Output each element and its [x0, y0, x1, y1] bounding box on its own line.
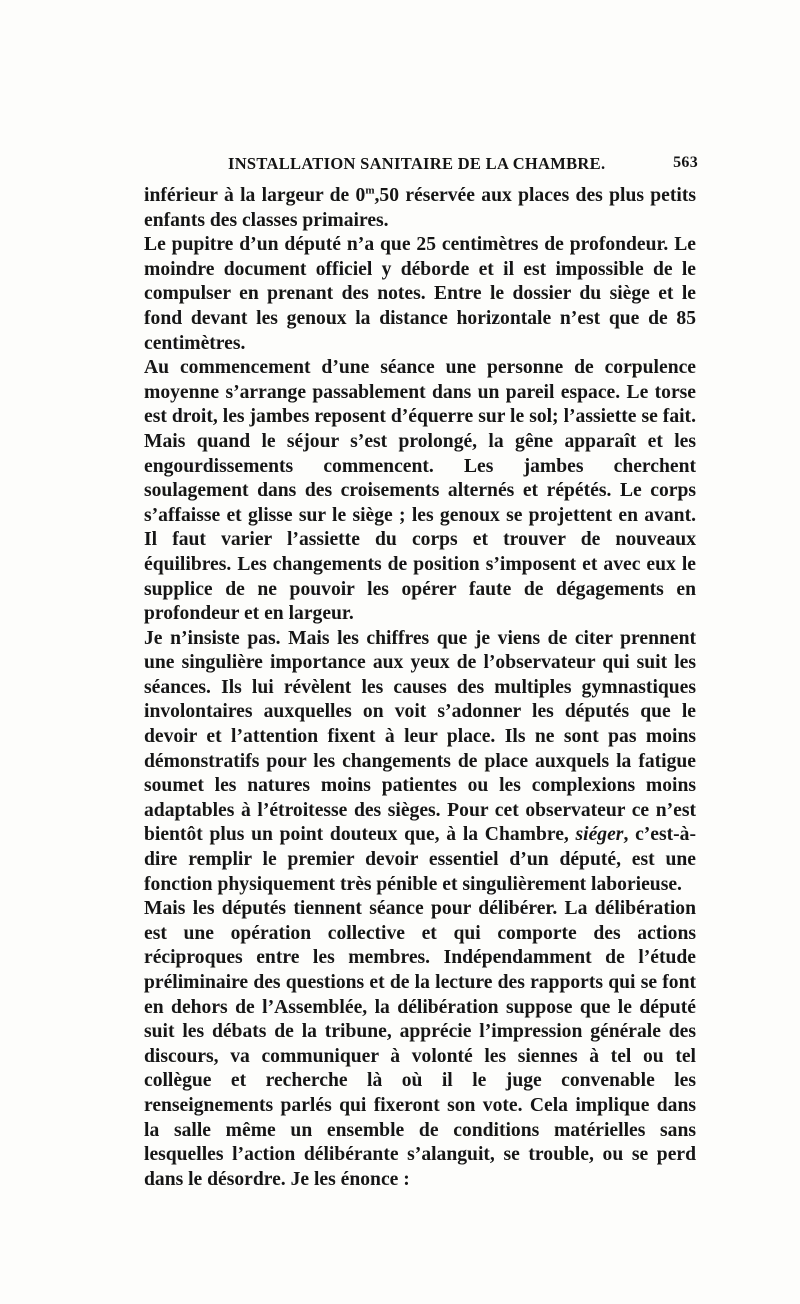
body-text [144, 184, 696, 1192]
paragraph-1 [144, 184, 696, 233]
meter-superscript: m [365, 184, 375, 197]
paragraph-2 [144, 233, 696, 356]
running-header [228, 154, 698, 180]
paragraph-4-text-start: Je n’insiste pas. Mais les chiffres que je viens de citer prennent une singulière importance aux yeux de l’observateur qui suit les séances. Ils lui révèlent les causes des multiples gymnastiques involontaires auxquelles on voit s’adonner les députés que le devoir et l’attention fixent à leur place. Ils ne sont pas moins démonstratifs pour les changements de place auxquels la fatigue soumet les natures moins patientes ou les complexions moins adaptables à l’étroitesse des sièges. Pour cet observateur ce n’est bientôt plus un point douteux que, à la Chambre, [144, 627, 696, 846]
paragraph-4 [144, 627, 696, 898]
paragraph-1-text-end: ,50 réservée aux places des plus petits enfants des classes primaires. [144, 185, 696, 231]
page-number: 563 [673, 154, 698, 171]
running-title: INSTALLATION SANITAIRE DE LA CHAMBRE. [228, 154, 606, 173]
paragraph-3-text: Au commencement d’une séance une personne de corpulence moyenne s’arrange passablement dans un pareil espace. Le torse est droit, les jambes reposent d’équerre sur le sol; l’assiette se fait. Mais quand le séjour s’est prolongé, la gêne apparaît et les engourdissements commencent. Les jambes cherchent soulagement dans des croisements alternés et répétés. Le corps s’affaisse et glisse sur le siège ; les genoux se projettent en avant. Il faut varier l’assiette du corps et trouver de nouveaux équilibres. Les changements de position s’imposent et avec eux le supplice de ne pouvoir les opérer faute de dégagements en profondeur et en largeur. [144, 357, 696, 625]
italic-word-sieger: siéger [575, 824, 624, 846]
paragraph-4-text-end: , c’est-à-dire remplir le premier devoir essentiel d’un député, est une fonction physiquement très pénible et singulièrement laborieuse. [144, 824, 696, 895]
paragraph-3 [144, 356, 696, 627]
paragraph-5-text: Mais les députés tiennent séance pour délibérer. La délibération est une opération collective et qui comporte des actions réciproques entre les membres. Indépendamment de l’étude préliminaire des questions et de la lecture des rapports qui se font en dehors de l’Assemblée, la délibération suppose que le député suit les débats de la tribune, apprécie l’impression générale des discours, va communiquer à volonté les siennes à tel ou tel collègue et recherche là où il le juge convenable les renseignements parlés qui fixeront son vote. Cela implique dans la salle même un ensemble de conditions matérielles sans lesquelles l’action délibérante s’alanguit, se trouble, ou se perd dans le désordre. Je les énonce : [144, 898, 696, 1190]
paragraph-5 [144, 897, 696, 1192]
paragraph-1-text-start: inférieur à la largeur de 0 [144, 185, 366, 206]
paragraph-2-text: Le pupitre d’un député n’a que 25 centimètres de profondeur. Le moindre document officiel y déborde et il est impossible de le compulser en prenant des notes. Entre le dossier du siège et le fond devant les genoux la distance horizontale n’est que de 85 centimètres. [144, 234, 696, 354]
